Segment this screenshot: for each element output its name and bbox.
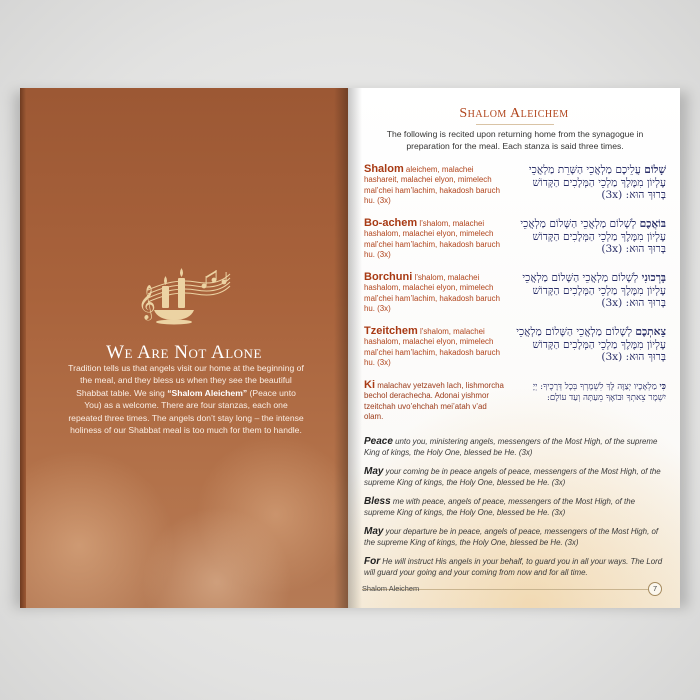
- title-rule: [476, 124, 554, 125]
- hebrew-first-word: שָׁלוֹם: [644, 164, 666, 176]
- hebrew-text: מַלְאָכָיו יְצַוֶּה לָּךְ לִשְׁמָרְךָ בְּכָל דְּרָכֶיךָ: יְיָ יִשְׁמָר צֵאתְךָ וּבוֹאֶךָ מֵעַתָּה וְעַד עוֹלָם:: [532, 382, 666, 403]
- page-number: 7: [648, 582, 662, 596]
- translation-paragraph: [364, 526, 664, 548]
- stanza-text: aleichem, malachei hashareit, malachei elyon, mimelech mal’chei ham’lachim, hakadosh baruch hu. (3x): [364, 165, 500, 206]
- stanza-transliteration: [364, 272, 508, 315]
- translation-text: your coming be in peace angels of peace, messengers of the Most High, of the supreme King of kings, the Holy One, blessed be He. (3x): [364, 467, 661, 487]
- stanza-text: malachav yetzaveh lach, lishmorcha bechol derachecha. Adonai yishmor tzeitchah uvo’ehchah mei’atah v’ad olam.: [364, 381, 504, 422]
- running-footer: Shalom Aleichem: [362, 584, 420, 593]
- translation-paragraph: [364, 496, 664, 518]
- candles-and-music-notes-icon: [134, 256, 234, 326]
- translation-paragraph: [364, 436, 664, 458]
- left-page: [20, 88, 348, 608]
- stanza-transliteration: [364, 326, 508, 369]
- translation-first-word: May: [364, 466, 384, 477]
- hebrew-text: לְשָׁלוֹם מַלְאֲכֵי הַשָּׁלוֹם מַלְאֲכֵי עֶלְיוֹן מִמֶּלֶךְ מַלְכֵי הַמְּלָכִים הַקָּדוֹשׁ בָּרוּךְ הוּא:: [520, 218, 666, 256]
- left-page-paragraph: [68, 362, 304, 436]
- repeat-marker: (3x): [601, 351, 623, 364]
- left-page-title: We Are Not Alone: [106, 342, 262, 363]
- hebrew-text: לְשָׁלוֹם מַלְאֲכֵי הַשָּׁלוֹם מַלְאֲכֵי עֶלְיוֹן מִמֶּלֶךְ מַלְכֵי הַמְּלָכִים הַקָּדוֹשׁ בָּרוּךְ הוּא:: [522, 272, 666, 310]
- intro-text: The following is recited upon returning home from the synagogue in preparation for the meal. Each stanza is said three times.: [386, 129, 644, 151]
- hebrew-text: לְשָׁלוֹם מַלְאֲכֵי הַשָּׁלוֹם מַלְאֲכֵי עֶלְיוֹן מִמֶּלֶךְ מַלְכֵי הַמְּלָכִים הַקָּדוֹשׁ בָּרוּךְ הוּא:: [516, 326, 666, 364]
- translation-text: me with peace, angels of peace, messengers of the Most High, of the supreme King of kings, the Holy One, blessed be He. (3x): [364, 497, 635, 517]
- open-booklet: [20, 88, 680, 608]
- stanza-transliteration: [364, 164, 508, 207]
- translation-first-word: For: [364, 556, 381, 567]
- stanza-transliteration: [364, 218, 508, 261]
- hebrew-first-word: בָּרְכוּנִי: [641, 272, 666, 284]
- stanza-transliteration: [364, 380, 508, 423]
- svg-text:𝄞: 𝄞: [138, 285, 156, 320]
- right-page-title: Shalom Aleichem: [459, 106, 569, 121]
- stanza-text: l’shalom, malachei hashalom, malachei elyon, mimelech mal’chei ham’lachim, hakadosh baruch hu. (3x): [364, 327, 500, 368]
- translation-text: unto you, ministering angels, messengers of the Most High, of the supreme King of kings, the Holy One, blessed be He. (3x): [364, 437, 658, 457]
- stanza-hebrew: [514, 272, 666, 310]
- stanza-hebrew: [514, 164, 666, 202]
- repeat-marker: (3x): [601, 243, 623, 256]
- stanza-first-word: Bo-achem: [364, 217, 418, 229]
- translation-first-word: Bless: [364, 496, 391, 507]
- repeat-marker: (3x): [601, 189, 623, 202]
- stanza-hebrew: [514, 326, 666, 364]
- translation-text: your departure be in peace, angels of peace, messengers of the Most High, of the supreme King of kings, the Holy One, blessed be He. (3x): [364, 527, 659, 547]
- repeat-marker: (3x): [601, 297, 623, 310]
- hebrew-text: עֲלֵיכֶם מַלְאֲכֵי הַשָּׁרֵת מַלְאֲכֵי עֶלְיוֹן מִמֶּלֶךְ מַלְכֵי הַמְּלָכִים הַקָּדוֹשׁ בָּרוּךְ הוּא:: [528, 164, 666, 202]
- right-page: [348, 88, 680, 608]
- paragraph-text: (Peace unto You) as a welcome. There are four stanzas, each one repeated three times. The angels don’t stay long – the intense holiness of our Shabbat meal is too much for them to handle.: [68, 387, 304, 436]
- stanza-hebrew: [514, 218, 666, 256]
- stanza-first-word: Tzeitchem: [364, 325, 418, 337]
- stanza-first-word: Shalom: [364, 163, 404, 175]
- stanza-first-word: Ki: [364, 379, 375, 391]
- gutter-shadow: [334, 88, 348, 608]
- stanza-text: l’shalom, malachei hashalom, malachei elyon, mimelech mal’chei ham’lachim, hakadosh baruch hu. (3x): [364, 219, 500, 260]
- hebrew-first-word: בּוֹאֲכֶם: [639, 218, 666, 230]
- translation-first-word: May: [364, 526, 384, 537]
- stanza-text: l’shalom, malachei hashalom, malachei elyon, mimelech mal’chei ham’lachim, hakadosh baruch hu. (3x): [364, 273, 500, 314]
- translation-paragraph: [364, 466, 664, 488]
- hebrew-first-word: כִּי: [659, 382, 666, 392]
- hebrew-first-word: צֵאתְכֶם: [635, 326, 666, 338]
- song-name: “Shalom Aleichem”: [167, 387, 248, 398]
- stanza-hebrew: [514, 382, 666, 403]
- translation-text: He will instruct His angels in your behalf, to guard you in all your ways. The Lord will guard your going and your coming from now and for all time.: [364, 557, 663, 577]
- translation-paragraph: [364, 556, 664, 578]
- stanza-first-word: Borchuni: [364, 271, 413, 283]
- translation-first-word: Peace: [364, 436, 393, 447]
- gutter-shadow: [348, 88, 362, 608]
- paragraph-text: Tradition tells us that angels visit our home at the beginning of the meal, and they bless us when they see the beautiful Shabbat table. We sing: [68, 363, 304, 398]
